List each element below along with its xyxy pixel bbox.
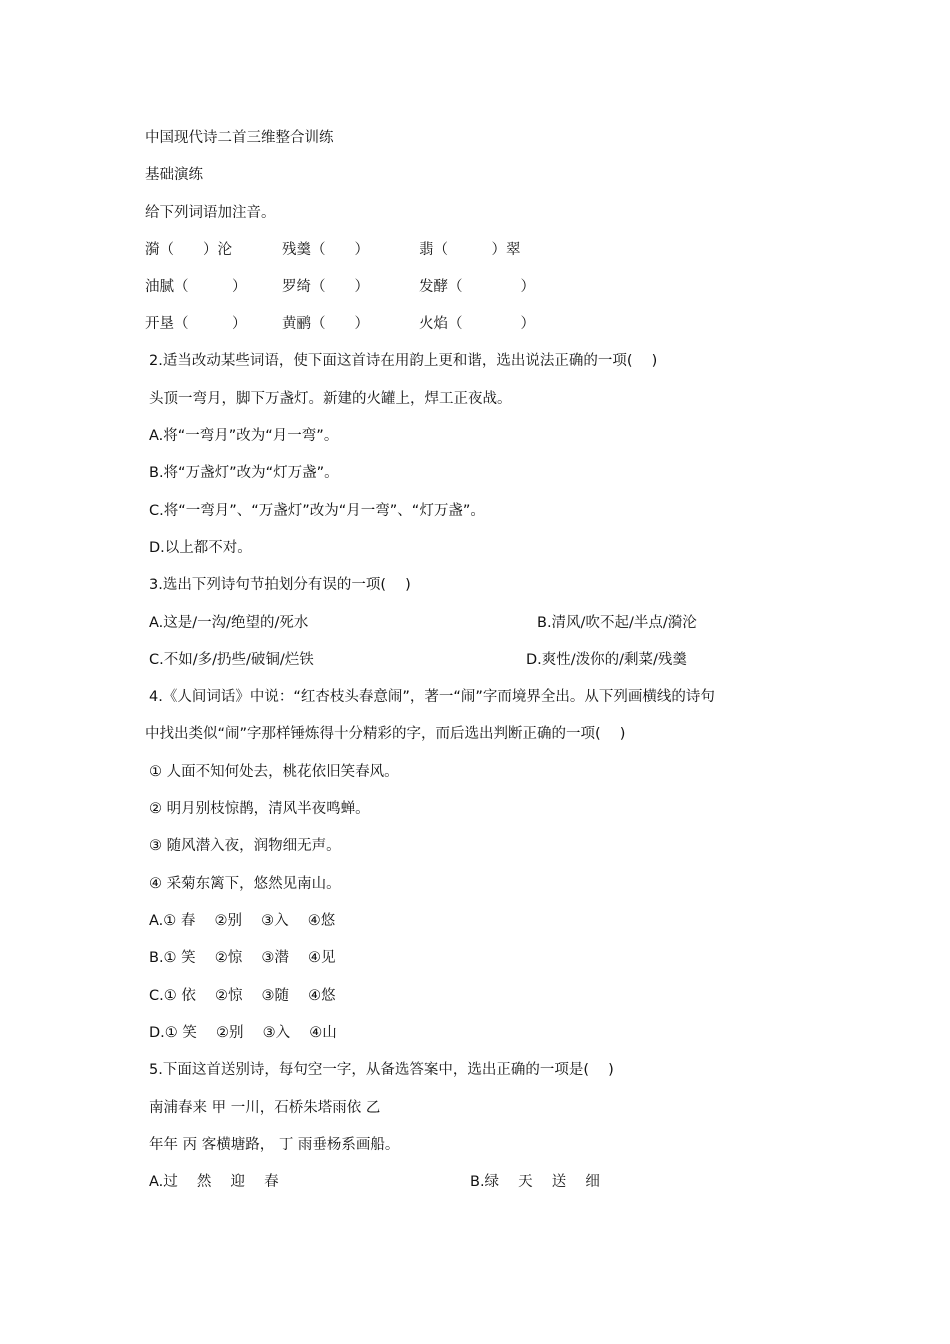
option: C.不如/多/扔些/破铜/烂铁	[149, 652, 314, 668]
pinyin-item: 罗绮（ ）	[282, 279, 369, 295]
poem-line: ① 人面不知何处去，桃花依旧笑春风。	[149, 764, 399, 780]
instruction: 给下列词语加注音。	[145, 205, 276, 221]
question-stem: 中找出类似“闹”字那样锤炼得十分精彩的字，而后选出判断正确的一项( )	[145, 726, 626, 742]
option: B.将“万盏灯”改为“灯万盏”。	[149, 465, 339, 481]
poem-line: ② 明月别枝惊鹊，清风半夜鸣蝉。	[149, 801, 370, 817]
pinyin-item: 发酵（ ）	[419, 279, 535, 295]
question-stem: 5.下面这首送别诗，每句空一字，从备选答案中，选出正确的一项是( )	[149, 1062, 614, 1078]
question-stem: 2.适当改动某些词语，使下面这首诗在用韵上更和谐，选出说法正确的一项( )	[149, 353, 658, 369]
pinyin-item: 火焰（ ）	[419, 316, 535, 332]
pinyin-item: 油腻（ ）	[145, 279, 247, 295]
option: B.绿 天 送 细	[470, 1174, 600, 1190]
poem-line: ④ 采菊东篱下，悠然见南山。	[149, 876, 341, 892]
pinyin-item: 翡（ ）翠	[419, 242, 521, 258]
pinyin-item: 残羹（ ）	[282, 242, 369, 258]
option: A.将“一弯月”改为“月一弯”。	[149, 428, 339, 444]
option: B.清风/吹不起/半点/漪沦	[537, 615, 697, 631]
option: A.① 春 ②别 ③入 ④悠	[149, 913, 336, 929]
option: D.爽性/泼你的/剩菜/残羹	[526, 652, 687, 668]
option: A.过 然 迎 春	[149, 1174, 279, 1190]
poem-line: ③ 随风潜入夜，润物细无声。	[149, 838, 341, 854]
section-heading: 基础演练	[145, 167, 203, 183]
question-stem: 3.选出下列诗句节拍划分有误的一项( )	[149, 577, 411, 593]
poem-line: 年年 丙 客横塘路， 丁 雨垂杨系画船。	[149, 1137, 400, 1153]
pinyin-item: 黄鹂（ ）	[282, 316, 369, 332]
pinyin-item: 漪（ ）沦	[145, 242, 232, 258]
option: D.① 笑 ②别 ③入 ④山	[149, 1025, 337, 1041]
option: C.① 依 ②惊 ③随 ④悠	[149, 988, 336, 1004]
page-title: 中国现代诗二首三维整合训练	[145, 130, 334, 146]
option: C.将“一弯月”、“万盏灯”改为“月一弯”、“灯万盏”。	[149, 503, 485, 519]
poem-line: 南浦春来 甲 一川，石桥朱塔雨依 乙	[149, 1100, 381, 1116]
poem-line: 头顶一弯月，脚下万盏灯。新建的火罐上，焊工正夜战。	[149, 391, 512, 407]
option: A.这是/一沟/绝望的/死水	[149, 615, 309, 631]
pinyin-item: 开垦（ ）	[145, 316, 247, 332]
option: B.① 笑 ②惊 ③潜 ④见	[149, 950, 336, 966]
option: D.以上都不对。	[149, 540, 252, 556]
question-stem: 4.《人间词话》中说：“红杏枝头春意闹”，著一“闹”字而境界全出。从下列画横线的诗句	[149, 689, 715, 705]
